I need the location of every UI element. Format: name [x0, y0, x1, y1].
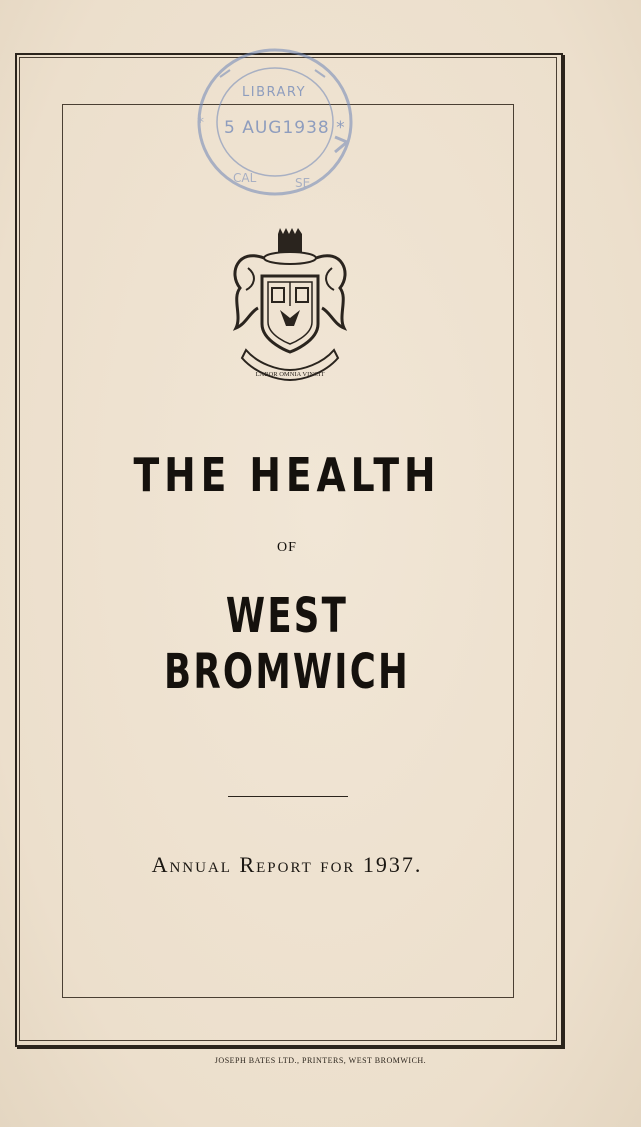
- coat-of-arms-icon: [228, 228, 352, 384]
- title-of: OF: [277, 540, 297, 555]
- crest-motto: LABOR OMNIA VINCIT: [255, 371, 325, 378]
- title-line-2: WEST BROMWICH: [164, 588, 410, 700]
- stamp-date: 5 AUG1938 *: [224, 118, 346, 138]
- printer-imprint: JOSEPH BATES LTD., PRINTERS, WEST BROMWICH.: [214, 1056, 427, 1065]
- svg-text:*: *: [197, 115, 204, 131]
- divider-rule: [228, 796, 348, 797]
- report-subtitle: Annual Report for 1937.: [151, 852, 423, 877]
- title-line-1: THE HEALTH: [133, 448, 441, 502]
- stamp-library-label: LIBRARY: [242, 85, 307, 100]
- svg-text:SE: SE: [295, 176, 311, 190]
- svg-text:CAL: CAL: [233, 171, 257, 185]
